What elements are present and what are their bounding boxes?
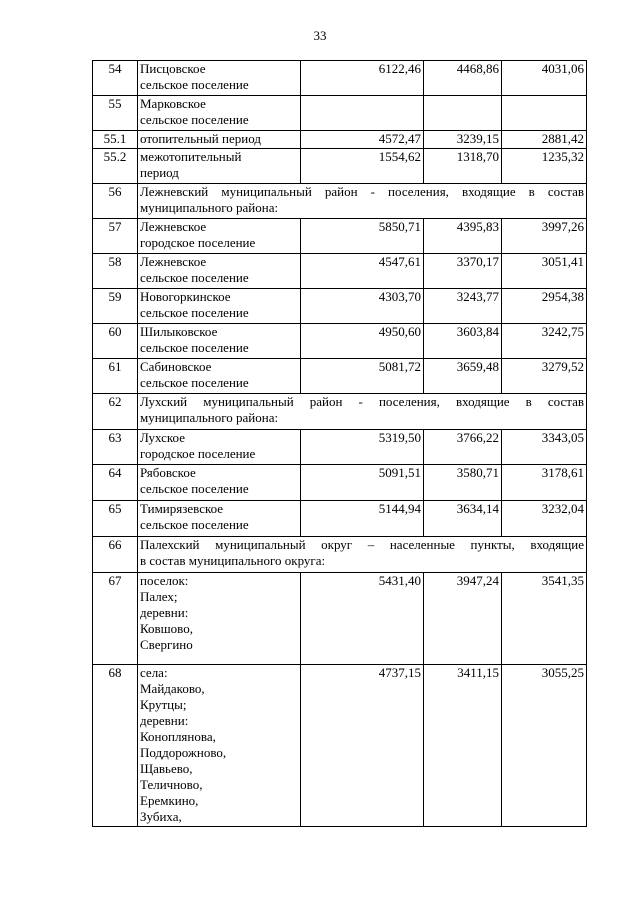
value-cell-3: 3051,41 xyxy=(502,254,587,289)
row-number: 55 xyxy=(93,96,138,131)
value-cell-2: 1318,70 xyxy=(424,149,502,184)
settlement-name xyxy=(138,501,301,537)
settlement-name-line: Лухское xyxy=(140,430,185,445)
value-cell-2: 3243,77 xyxy=(424,289,502,324)
value-cell-1: 5850,71 xyxy=(301,219,424,254)
settlement-name xyxy=(138,254,301,289)
settlement-name-line: отопительный период xyxy=(140,131,261,146)
settlement-name-line: Шилыковское xyxy=(140,324,218,339)
row-number: 66 xyxy=(93,537,138,573)
settlement-name-line: Зубиха, xyxy=(140,809,182,824)
settlement-name-line: городское поселение xyxy=(140,235,256,250)
table-row xyxy=(93,665,587,827)
settlement-name xyxy=(138,324,301,359)
value-cell-2: 3766,22 xyxy=(424,430,502,465)
value-cell-1: 5091,51 xyxy=(301,465,424,501)
settlement-name xyxy=(138,359,301,394)
row-number: 62 xyxy=(93,394,138,430)
settlement-name-line: межотопительный xyxy=(140,149,242,164)
section-header-line: Лежневский муниципальный район - поселения, входящие в состав xyxy=(140,184,584,199)
settlement-name-line: Свергино xyxy=(140,637,193,652)
table-row xyxy=(93,394,587,430)
tariff-table xyxy=(92,60,587,827)
value-cell-3: 3343,05 xyxy=(502,430,587,465)
value-cell-1: 4303,70 xyxy=(301,289,424,324)
row-number: 61 xyxy=(93,359,138,394)
table-row xyxy=(93,96,587,131)
settlement-name xyxy=(138,573,301,665)
settlement-name-line: сельское поселение xyxy=(140,375,249,390)
settlement-name-line: деревни: xyxy=(140,713,189,728)
settlement-name-line: сельское поселение xyxy=(140,305,249,320)
section-header-text xyxy=(138,394,587,430)
value-cell-3: 2954,38 xyxy=(502,289,587,324)
value-cell-2: 3603,84 xyxy=(424,324,502,359)
value-cell-3: 2881,42 xyxy=(502,131,587,149)
settlement-name xyxy=(138,61,301,96)
row-number: 60 xyxy=(93,324,138,359)
settlement-name-line: Палех; xyxy=(140,589,178,604)
value-cell-1: 4547,61 xyxy=(301,254,424,289)
row-number: 64 xyxy=(93,465,138,501)
settlement-name-line: Ковшово, xyxy=(140,621,193,636)
section-header-line: в состав муниципального округа: xyxy=(140,553,326,568)
settlement-name-line: сельское поселение xyxy=(140,340,249,355)
value-cell-3: 3541,35 xyxy=(502,573,587,665)
settlement-name-line: поселок: xyxy=(140,573,189,588)
settlement-name-line: Лежневское xyxy=(140,219,207,234)
settlement-name xyxy=(138,665,301,827)
settlement-name-line: сельское поселение xyxy=(140,112,249,127)
section-header-text xyxy=(138,537,587,573)
table-row xyxy=(93,254,587,289)
settlement-name xyxy=(138,465,301,501)
section-header-text xyxy=(138,184,587,219)
value-cell-2: 3411,15 xyxy=(424,665,502,827)
table-row xyxy=(93,359,587,394)
settlement-name-line: сельское поселение xyxy=(140,517,249,532)
settlement-name xyxy=(138,430,301,465)
row-number: 55.2 xyxy=(93,149,138,184)
page-number: 33 xyxy=(313,28,327,43)
table-row xyxy=(93,289,587,324)
settlement-name-line: Марковское xyxy=(140,96,206,111)
table-row xyxy=(93,324,587,359)
value-cell-3: 3178,61 xyxy=(502,465,587,501)
value-cell-1: 5431,40 xyxy=(301,573,424,665)
row-number: 58 xyxy=(93,254,138,289)
value-cell-3: 3242,75 xyxy=(502,324,587,359)
settlement-name-line: период xyxy=(140,165,179,180)
settlement-name-line: Щавьево, xyxy=(140,761,193,776)
value-cell-2: 3659,48 xyxy=(424,359,502,394)
table-row xyxy=(93,465,587,501)
value-cell-3: 1235,32 xyxy=(502,149,587,184)
value-cell-3 xyxy=(502,96,587,131)
settlement-name-line: сельское поселение xyxy=(140,481,249,496)
row-number: 56 xyxy=(93,184,138,219)
table-row xyxy=(93,61,587,96)
settlement-name-line: Крутцы; xyxy=(140,697,187,712)
value-cell-2: 3634,14 xyxy=(424,501,502,537)
value-cell-2: 3239,15 xyxy=(424,131,502,149)
row-number: 68 xyxy=(93,665,138,827)
section-header-line: Палехский муниципальный округ – населенные пункты, входящие xyxy=(140,537,584,552)
settlement-name xyxy=(138,219,301,254)
row-number: 59 xyxy=(93,289,138,324)
settlement-name-line: Писцовское xyxy=(140,61,206,76)
settlement-name-line: Теличново, xyxy=(140,777,203,792)
settlement-name-line: Новогоркинское xyxy=(140,289,231,304)
value-cell-3: 3279,52 xyxy=(502,359,587,394)
value-cell-2: 3947,24 xyxy=(424,573,502,665)
row-number: 67 xyxy=(93,573,138,665)
value-cell-3: 3997,26 xyxy=(502,219,587,254)
settlement-name-line: Лежневское xyxy=(140,254,207,269)
row-number: 65 xyxy=(93,501,138,537)
settlement-name-line: Майдаково, xyxy=(140,681,205,696)
table-row xyxy=(93,184,587,219)
settlement-name-line: Рябовское xyxy=(140,465,196,480)
row-number: 57 xyxy=(93,219,138,254)
value-cell-1: 4950,60 xyxy=(301,324,424,359)
settlement-name xyxy=(138,96,301,131)
settlement-name xyxy=(138,131,301,149)
settlement-name-line: Поддорожново, xyxy=(140,745,227,760)
settlement-name xyxy=(138,149,301,184)
settlement-name-line: городское поселение xyxy=(140,446,256,461)
section-header-line: муниципального района: xyxy=(140,200,279,215)
row-number: 55.1 xyxy=(93,131,138,149)
value-cell-1: 5319,50 xyxy=(301,430,424,465)
value-cell-2 xyxy=(424,96,502,131)
section-header-line: муниципального района: xyxy=(140,410,279,425)
value-cell-2: 3370,17 xyxy=(424,254,502,289)
value-cell-1: 4737,15 xyxy=(301,665,424,827)
value-cell-1: 4572,47 xyxy=(301,131,424,149)
table-row xyxy=(93,131,587,149)
row-number: 54 xyxy=(93,61,138,96)
value-cell-3: 3232,04 xyxy=(502,501,587,537)
value-cell-1: 6122,46 xyxy=(301,61,424,96)
value-cell-1: 1554,62 xyxy=(301,149,424,184)
settlement-name xyxy=(138,289,301,324)
value-cell-2: 4395,83 xyxy=(424,219,502,254)
table-row xyxy=(93,501,587,537)
value-cell-2: 4468,86 xyxy=(424,61,502,96)
table-row xyxy=(93,430,587,465)
settlement-name-line: сельское поселение xyxy=(140,77,249,92)
value-cell-1: 5144,94 xyxy=(301,501,424,537)
settlement-name-line: Еремкино, xyxy=(140,793,199,808)
settlement-name-line: Сабиновское xyxy=(140,359,212,374)
settlement-name-line: сельское поселение xyxy=(140,270,249,285)
settlement-name-line: Тимирязевское xyxy=(140,501,224,516)
settlement-name-line: деревни: xyxy=(140,605,189,620)
table-row xyxy=(93,149,587,184)
value-cell-3: 3055,25 xyxy=(502,665,587,827)
value-cell-1 xyxy=(301,96,424,131)
table-row xyxy=(93,573,587,665)
settlement-name-line: Коноплянова, xyxy=(140,729,216,744)
table-row xyxy=(93,219,587,254)
table-body xyxy=(93,61,587,827)
value-cell-3: 4031,06 xyxy=(502,61,587,96)
section-header-line: Лухский муниципальный район - поселения, входящие в состав xyxy=(140,394,584,409)
table-row xyxy=(93,537,587,573)
value-cell-2: 3580,71 xyxy=(424,465,502,501)
value-cell-1: 5081,72 xyxy=(301,359,424,394)
settlement-name-line: села: xyxy=(140,665,168,680)
row-number: 63 xyxy=(93,430,138,465)
